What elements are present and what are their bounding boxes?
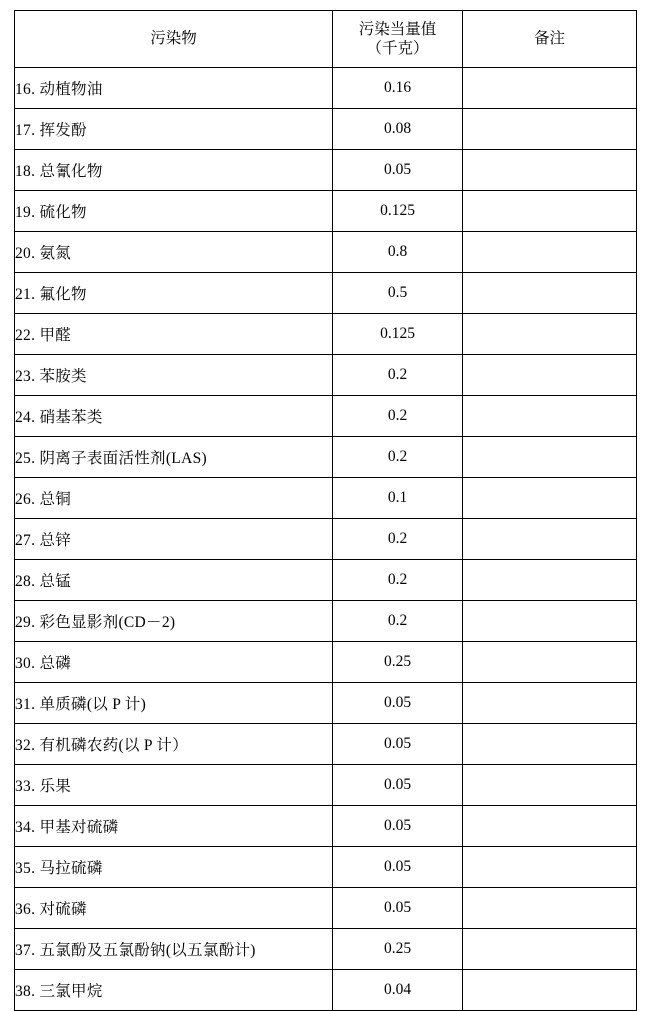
pollutant-name-cell: 30. 总磷 [15,642,333,683]
pollutant-equivalent-value-cell: 0.05 [333,683,463,724]
pollutant-equivalent-value-cell: 0.08 [333,109,463,150]
pollutant-remark-cell [463,437,637,478]
pollutant-equivalent-value-cell: 0.16 [333,68,463,109]
table-row [15,683,637,724]
pollutant-remark-cell [463,355,637,396]
table-row [15,150,637,191]
pollutant-name-cell: 24. 硝基苯类 [15,396,333,437]
pollutant-name-cell: 33. 乐果 [15,765,333,806]
pollutant-equivalent-table [14,10,637,1011]
pollutant-equivalent-value-cell: 0.1 [333,478,463,519]
table-row [15,970,637,1011]
pollutant-equivalent-value-cell: 0.2 [333,601,463,642]
pollutant-equivalent-value-cell: 0.05 [333,806,463,847]
pollutant-name-cell: 23. 苯胺类 [15,355,333,396]
table-row [15,724,637,765]
table-row [15,806,637,847]
table-row [15,478,637,519]
column-header-equivalent-line1: 污染当量值 [358,20,437,38]
pollutant-equivalent-value-cell: 0.2 [333,519,463,560]
pollutant-remark-cell [463,68,637,109]
pollutant-remark-cell [463,396,637,437]
pollutant-name-cell: 35. 马拉硫磷 [15,847,333,888]
column-header-pollutant: 污染物 [15,11,333,68]
pollutant-equivalent-value-cell: 0.04 [333,970,463,1011]
column-header-equivalent-line2: （千克） [366,40,429,57]
table-row [15,273,637,314]
table-row [15,765,637,806]
table-row [15,314,637,355]
table-row [15,601,637,642]
pollutant-name-cell: 32. 有机磷农药(以 P 计） [15,724,333,765]
pollutant-name-cell: 29. 彩色显影剂(CD－2) [15,601,333,642]
pollutant-remark-cell [463,109,637,150]
pollutant-name-cell: 16. 动植物油 [15,68,333,109]
pollutant-remark-cell [463,724,637,765]
pollutant-name-cell: 22. 甲醛 [15,314,333,355]
pollutant-name-cell: 27. 总锌 [15,519,333,560]
pollutant-name-cell: 19. 硫化物 [15,191,333,232]
pollutant-name-cell: 38. 三氯甲烷 [15,970,333,1011]
pollutant-name-cell: 25. 阴离子表面活性剂(LAS) [15,437,333,478]
pollutant-remark-cell [463,519,637,560]
pollutant-equivalent-value-cell: 0.2 [333,437,463,478]
pollutant-equivalent-value-cell: 0.125 [333,191,463,232]
table-row [15,560,637,601]
pollutant-remark-cell [463,929,637,970]
table-row [15,396,637,437]
pollutant-remark-cell [463,888,637,929]
pollutant-equivalent-value-cell: 0.05 [333,724,463,765]
pollutant-name-cell: 20. 氨氮 [15,232,333,273]
table-header [15,11,637,68]
table-row [15,68,637,109]
pollutant-name-cell: 36. 对硫磷 [15,888,333,929]
pollutant-equivalent-value-cell: 0.125 [333,314,463,355]
column-header-equivalent-value [333,11,463,68]
pollutant-equivalent-value-cell: 0.25 [333,642,463,683]
column-header-remark: 备注 [463,11,637,68]
pollutant-name-cell: 28. 总锰 [15,560,333,601]
pollutant-remark-cell [463,314,637,355]
pollutant-equivalent-value-cell: 0.2 [333,560,463,601]
table-row [15,232,637,273]
pollutant-equivalent-value-cell: 0.05 [333,150,463,191]
pollutant-remark-cell [463,765,637,806]
pollutant-remark-cell [463,150,637,191]
pollutant-name-cell: 37. 五氯酚及五氯酚钠(以五氯酚计) [15,929,333,970]
pollutant-remark-cell [463,970,637,1011]
pollutant-remark-cell [463,601,637,642]
pollutant-equivalent-value-cell: 0.2 [333,396,463,437]
pollutant-remark-cell [463,191,637,232]
pollutant-name-cell: 21. 氟化物 [15,273,333,314]
pollutant-name-cell: 31. 单质磷(以 P 计) [15,683,333,724]
pollutant-name-cell: 17. 挥发酚 [15,109,333,150]
table-row [15,437,637,478]
table-header-row [15,11,637,68]
pollutant-remark-cell [463,847,637,888]
table-row [15,191,637,232]
table-row [15,109,637,150]
table-body [15,68,637,1011]
pollutant-equivalent-value-cell: 0.05 [333,847,463,888]
table-row [15,888,637,929]
pollutant-remark-cell [463,478,637,519]
pollutant-equivalent-value-cell: 0.05 [333,765,463,806]
pollutant-name-cell: 34. 甲基对硫磷 [15,806,333,847]
table-row [15,929,637,970]
pollutant-remark-cell [463,806,637,847]
pollutant-equivalent-value-cell: 0.25 [333,929,463,970]
pollutant-equivalent-value-cell: 0.5 [333,273,463,314]
pollutant-remark-cell [463,683,637,724]
pollutant-equivalent-value-cell: 0.8 [333,232,463,273]
pollutant-remark-cell [463,232,637,273]
table-row [15,642,637,683]
pollutant-remark-cell [463,560,637,601]
table-row [15,847,637,888]
pollutant-remark-cell [463,642,637,683]
pollutant-remark-cell [463,273,637,314]
pollutant-equivalent-value-cell: 0.2 [333,355,463,396]
pollutant-name-cell: 26. 总铜 [15,478,333,519]
table-row [15,355,637,396]
table-row [15,519,637,560]
pollutant-equivalent-value-cell: 0.05 [333,888,463,929]
pollutant-name-cell: 18. 总氰化物 [15,150,333,191]
